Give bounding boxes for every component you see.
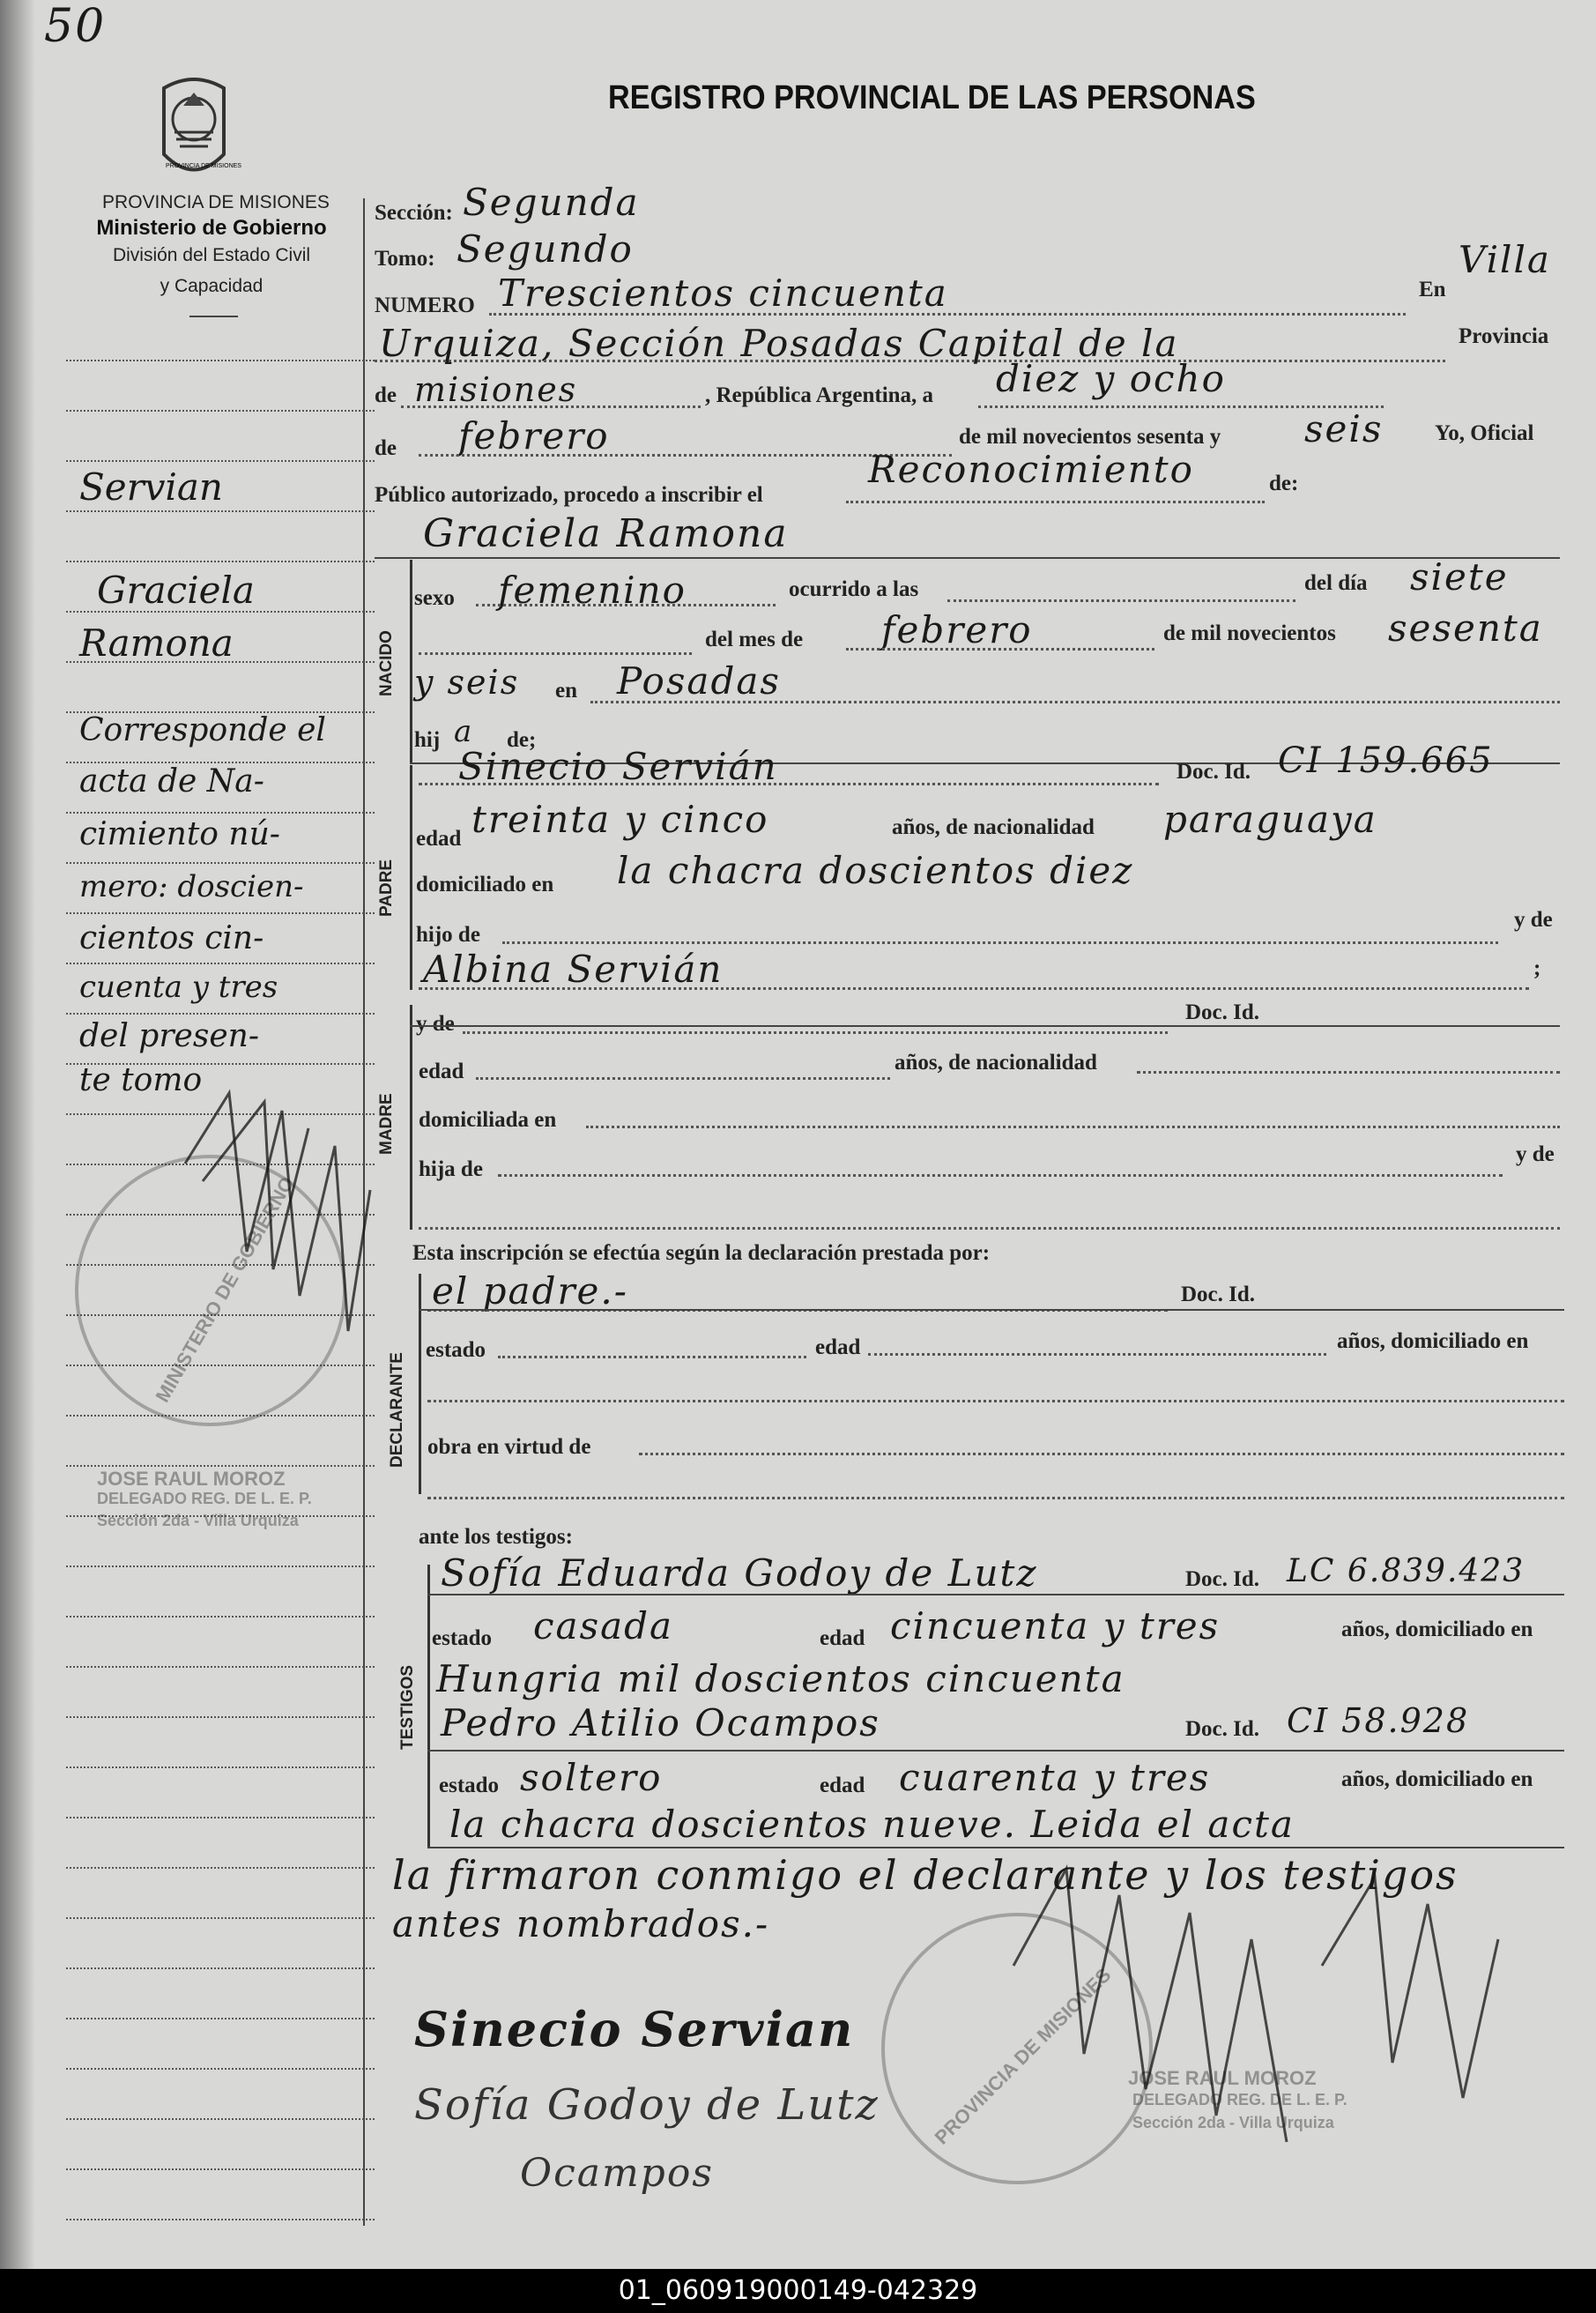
margin-note-4: acta de Na- (79, 763, 264, 800)
padre-edad-label: edad (416, 827, 462, 851)
padre-anos-label: años, de nacionalidad (892, 815, 1095, 839)
scan-id-footer: 01_060919000149-042329 (0, 2269, 1596, 2313)
madre-doc-label: Doc. Id. (1185, 1000, 1260, 1024)
de-mil-label: de mil novecientos sesenta y (959, 425, 1221, 449)
hijo-de-label: hijo de (416, 923, 480, 947)
testigo1-edad-label: edad (820, 1626, 865, 1650)
cierre-line-1: la firmaron conmigo el declarante y los testigos (392, 1851, 1459, 1899)
margin-note-5: cimiento nú- (79, 816, 280, 852)
tomo-value: Segundo (457, 227, 634, 271)
de-semicolon-label: de; (507, 728, 537, 752)
mes-nac-value: febrero (881, 608, 1033, 651)
testigo2-value: Pedro Atilio Ocampos (441, 1701, 880, 1744)
provincia-label: Provincia (1459, 324, 1549, 348)
yo-oficial-label: Yo, Oficial (1435, 421, 1534, 445)
lugar-nac-value: Posadas (617, 659, 781, 703)
testigo2-dom-value: la chacra doscientos nueve. Leida el acta (449, 1803, 1295, 1846)
signature-3: Ocampos (520, 2151, 714, 2196)
anio-value: seis (1304, 407, 1384, 450)
signature-2: Sofía Godoy de Lutz (414, 2080, 880, 2130)
numero-label: NUMERO (375, 294, 475, 317)
anio-nac2-value: y seis (414, 663, 520, 702)
padre-value: Sinecio Servián (458, 745, 778, 788)
mes-value: febrero (458, 414, 610, 457)
declarante-value: el padre.- (432, 1269, 628, 1313)
margin-note-8: cuenta y tres (79, 970, 278, 1005)
del-mes-label: del mes de (705, 628, 804, 651)
ministry-label: Ministerio de Gobierno (96, 216, 327, 240)
sexo-label: sexo (414, 586, 455, 610)
de-colon-label: de: (1269, 472, 1299, 495)
testigo1-anos-label: años, domiciliado en (1341, 1618, 1533, 1641)
testigo2-estado-value: soltero (520, 1756, 663, 1799)
seccion-value: Segunda (463, 181, 640, 224)
en2-label: en (555, 679, 577, 703)
declarante-estado-label: estado (426, 1338, 486, 1362)
numero-value: Trescientos cincuenta (498, 271, 948, 315)
testigos-label: ante los testigos: (419, 1525, 573, 1549)
margin-note-6: mero: doscien- (79, 869, 304, 904)
left-seal-text: MINISTERIO DE GOBIERNO (151, 1172, 299, 1406)
margin-note-9: del presen- (79, 1018, 259, 1054)
nombre-value: Graciela Ramona (423, 511, 789, 556)
page-number: 50 (44, 0, 107, 53)
padre-nac-value: paraguaya (1163, 798, 1377, 841)
testigo1-doc-value: LC 6.839.423 (1287, 1553, 1525, 1589)
testigo1-dom-value: Hungria mil doscientos cincuenta (436, 1657, 1125, 1700)
cierre-line-2: antes nombrados.- (392, 1902, 770, 1945)
hij-suffix-value: a (454, 714, 474, 749)
document-title: REGISTRO PROVINCIAL DE LAS PERSONAS (608, 79, 1256, 116)
testigo2-edad-value: cuarenta y tres (899, 1756, 1211, 1799)
margin-note-1: Graciela (97, 569, 255, 612)
right-seal-text: PROVINCIA DE MISIONES (930, 1963, 1116, 2149)
dia-value: diez y ocho (996, 357, 1226, 400)
madre-edad-label: edad (419, 1060, 464, 1083)
right-stamp-role: DELEGADO REG. DE L. E. P. (1132, 2091, 1347, 2108)
obra-label: obra en virtud de (427, 1435, 591, 1459)
del-dia-label: del día (1304, 571, 1368, 595)
province-label: PROVINCIA DE MISIONES (102, 192, 330, 212)
declaracion-label: Esta inscripción se efectúa según la declaración prestada por: (412, 1241, 991, 1265)
padre-dom-label: domiciliado en (416, 873, 554, 896)
left-stamp-role: DELEGADO REG. DE L. E. P. (97, 1490, 312, 1507)
left-stamp-section: Sección 2da - Villa Urquiza (97, 1512, 299, 1529)
padre-y-de-label: y de (1514, 908, 1553, 932)
acto-value: Reconocimiento (868, 448, 1194, 491)
declarante-section-label: DECLARANTE (388, 1352, 406, 1468)
nacido-section-label: NACIDO (377, 630, 396, 696)
testigo1-doc-label: Doc. Id. (1185, 1567, 1260, 1591)
madre-dom-label: domiciliada en (419, 1108, 557, 1132)
publico-label: Público autorizado, procedo a inscribir el (375, 483, 763, 507)
lugar-value: Urquiza, Sección Posadas Capital de la (379, 322, 1179, 365)
padre-doc-label: Doc. Id. (1177, 760, 1251, 784)
margin-note-10: te tomo (79, 1062, 203, 1098)
testigo2-doc-label: Doc. Id. (1185, 1717, 1260, 1741)
dia-nac-value: siete (1410, 555, 1509, 599)
division-label: División del Estado Civil (112, 245, 311, 265)
declarante-doc-label: Doc. Id. (1181, 1283, 1256, 1306)
left-stamp-name: JOSE RAUL MOROZ (97, 1468, 286, 1490)
madre-section-label: MADRE (377, 1093, 396, 1155)
signature-1: Sinecio Servian (414, 2001, 855, 2057)
testigo1-estado-value: casada (533, 1604, 674, 1647)
anio-nac-value: sesenta (1388, 606, 1543, 650)
testigo2-estado-label: estado (439, 1774, 500, 1797)
testigo2-anos-label: años, domiciliado en (1341, 1767, 1533, 1791)
madre-y-de-label: y de (416, 1012, 455, 1036)
provincia-value: misiones (414, 370, 578, 409)
margin-note-3: Corresponde el (79, 712, 326, 748)
padre-section-label: PADRE (377, 859, 396, 917)
margin-note-0: Servian (79, 465, 223, 509)
en-value: Villa (1459, 238, 1551, 281)
hija-de-label: hija de (419, 1157, 483, 1181)
en-label: En (1419, 278, 1446, 301)
seccion-label: Sección: (375, 201, 453, 225)
republica-label: , República Argentina, a (705, 383, 934, 407)
ocurrido-label: ocurrido a las (789, 577, 919, 601)
emblem-text: PROVINCIA DE MISIONES (166, 163, 241, 169)
padre-madre-value: Albina Servián (423, 948, 724, 991)
hij-label: hij (414, 728, 441, 752)
sexo-value: femenino (498, 569, 687, 612)
tomo-label: Tomo: (375, 247, 435, 271)
right-stamp-name: JOSE RAUL MOROZ (1128, 2067, 1317, 2089)
de2-label: de (375, 436, 397, 460)
padre-doc-value: CI 159.665 (1278, 740, 1494, 781)
padre-semicolon: ; (1533, 956, 1541, 980)
padre-edad-value: treinta y cinco (471, 798, 769, 841)
capacity-label: y Capacidad (160, 276, 264, 296)
declarante-anos-label: años, domiciliado en (1337, 1329, 1529, 1353)
de-label: de (375, 383, 397, 407)
testigo2-edad-label: edad (820, 1774, 865, 1797)
declarante-edad-label: edad (815, 1335, 861, 1359)
madre-y-de2-label: y de (1516, 1142, 1555, 1166)
de-mil-nov-label: de mil novecientos (1163, 621, 1336, 645)
testigo1-value: Sofía Eduarda Godoy de Lutz (441, 1551, 1038, 1595)
testigo2-doc-value: CI 58.928 (1287, 1701, 1470, 1740)
right-stamp-section: Sección 2da - Villa Urquiza (1132, 2114, 1334, 2131)
testigos-section-label: TESTIGOS (398, 1664, 417, 1750)
testigo1-edad-value: cincuenta y tres (890, 1604, 1221, 1647)
testigo1-estado-label: estado (432, 1626, 493, 1650)
margin-note-2: Ramona (79, 621, 234, 665)
padre-dom-value: la chacra doscientos diez (617, 849, 1134, 892)
madre-anos-label: años, de nacionalidad (895, 1051, 1097, 1075)
margin-note-7: cientos cin- (79, 920, 264, 956)
